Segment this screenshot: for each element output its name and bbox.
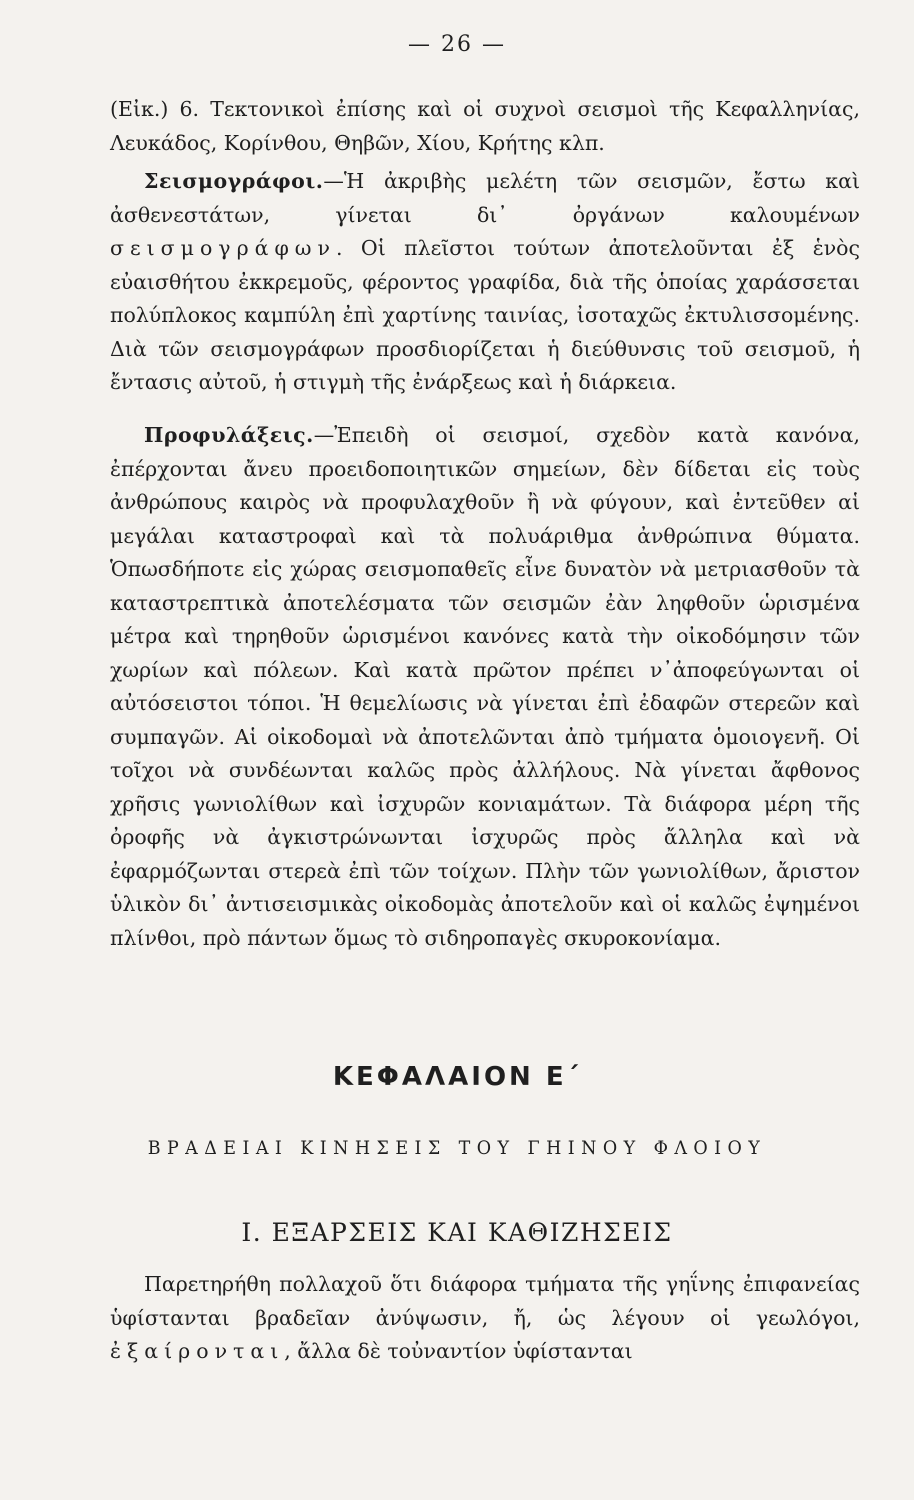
paragraph-text: (Εἰκ.) 6. Τεκτονικοὶ ἐπίσης καὶ οἱ συχνοὶ σεισμοὶ τῆς Κεφαλληνίας, Λευκάδος, Κορίνθου, Θηβῶν, Χίου, Κρήτης κλπ. [110, 97, 860, 155]
heading-precautions: Προφυλάξεις. [144, 423, 314, 447]
spaced-term: σεισμογράφων [110, 236, 336, 260]
chapter-title: ΚΕΦΑΛΑΙΟΝ Ε΄ [332, 1062, 582, 1092]
paragraph-precautions [110, 419, 860, 955]
page-number: — 26 — [408, 32, 506, 57]
paragraph-text: , ἄλλα δὲ τοὐναντίον ὑφίστανται [284, 1339, 633, 1363]
paragraph-text: Παρετηρήθη πολλαχοῦ ὅτι διάφορα τμήματα τῆς γηΐνης ἐπιφανείας ὑφίστανται βραδεῖαν ἀνύψωσιν, ἤ, ὡς λέγουν οἱ γεωλόγοι, [110, 1272, 860, 1330]
paragraph-seismographs [110, 165, 860, 400]
spaced-term: ἐξαίρονται [110, 1339, 285, 1363]
chapter-subtitle: ΒΡΑΔΕΙΑΙ ΚΙΝΗΣΕΙΣ ΤΟΥ ΓΗΙΝΟΥ ΦΛΟΙΟΥ [147, 1137, 767, 1159]
paragraph-uplift [110, 1268, 860, 1369]
paragraph-text: . Οἱ πλεῖστοι τούτων ἀποτελοῦνται ἐξ ἑνὸς εὐαισθήτου ἐκκρεμοῦς, φέροντος γραφίδα, διὰ τῆς ὁποίας χαράσσεται πολύπλοκος καμπύλη ἐπὶ χαρτίνης ταινίας, ἰσοταχῶς ἐκτυλισσομένης. Διὰ τῶν σεισμογράφων προσδιορίζεται ἡ διεύθυνσις τοῦ σεισμοῦ, ἡ ἔντασις αὐτοῦ, ἡ στιγμὴ τῆς ἐνάρξεως καὶ ἡ διάρκεια. [110, 236, 860, 394]
paragraph-text: —Ἐπειδὴ οἱ σεισμοί, σχεδὸν κατὰ κανόνα, ἐπέρχονται ἄνευ προειδοποιητικῶν σημείων, δὲν δίδεται εἰς τοὺς ἀνθρώπους καιρὸς νὰ προφυλαχθοῦν ἢ νὰ φύγουν, καὶ ἐντεῦθεν αἱ μεγάλαι καταστροφαὶ καὶ τὰ πολυάριθμα ἀνθρώπινα θύματα. Ὁπωσδήποτε εἰς χώρας σεισμοπαθεῖς εἶνε δυνατὸν νὰ μετριασθοῦν τὰ καταστρεπτικὰ ἀποτελέσματα τῶν σεισμῶν ἐὰν ληφθοῦν ὡρισμένα μέτρα καὶ τηρηθοῦν ὡρισμένοι κανόνες κατὰ τὴν οἰκοδόμησιν τῶν χωρίων καὶ πόλεων. Καὶ κατὰ πρῶτον πρέπει ν᾽ἀποφεύγωνται οἱ αὐτόσειστοι τόποι. Ἡ θεμελίωσις νὰ γίνεται ἐπὶ ἐδαφῶν στερεῶν καὶ συμπαγῶν. Αἱ οἰκοδομαὶ νὰ ἀποτελῶνται ἀπὸ τμήματα ὁμοιογενῆ. Οἱ τοῖχοι νὰ συνδέωνται καλῶς πρὸς ἀλλήλους. Νὰ γίνεται ἄφθονος χρῆσις γωνιολίθων καὶ ἰσχυρῶν κονιαμάτων. Τὰ διάφορα μέρη τῆς ὀροφῆς νὰ ἀγκιστρώνωνται ἰσχυρῶς πρὸς ἄλληλα καὶ νὰ ἐφαρμόζωνται στερεὰ ἐπὶ τῶν τοίχων. Πλὴν τῶν γωνιολίθων, ἄριστον ὑλικὸν δι᾽ ἀντισεισμικὰς οἰκοδομὰς ἀποτελοῦν καὶ οἱ καλῶς ἐψημένοι πλίνθοι, πρὸ πάντων ὅμως τὸ σιδηροπαγὲς σκυροκονίαμα. [110, 423, 860, 950]
paragraph-text: —Ἡ ἀκριβὴς μελέτη τῶν σεισμῶν, ἔστω καὶ ἀσθενεστάτων, γίνεται δι᾽ ὀργάνων καλουμένων [110, 169, 860, 227]
heading-seismographs: Σεισμογράφοι. [144, 169, 324, 193]
section-title: Ι. ΕΞΑΡΣΕΙΣ ΚΑΙ ΚΑΘΙΖΗΣΕΙΣ [241, 1218, 673, 1247]
paragraph-tectonic-earthquakes [110, 93, 860, 160]
